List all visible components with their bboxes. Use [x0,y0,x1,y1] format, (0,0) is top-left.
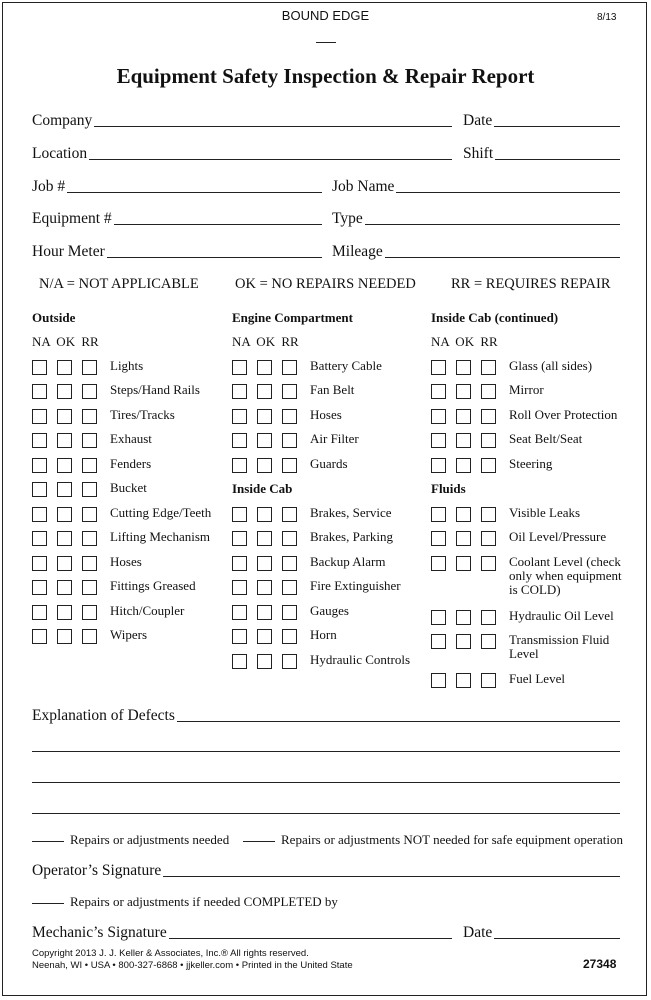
checklist-item-label: Visible Leaks [509,504,581,520]
na-checkbox[interactable] [32,482,47,497]
na-checkbox[interactable] [431,610,446,625]
checklist-item-label: Bucket [110,480,147,495]
checklist-row-gauges [232,604,432,629]
na-checkbox[interactable] [232,360,247,375]
explanation-label: Explanation of Defects [32,707,175,724]
job-name-line[interactable] [396,191,620,193]
hour-meter-label: Hour Meter [32,243,105,260]
checklist-item-label: Hydraulic Controls [310,651,411,667]
explanation-line-4[interactable] [32,813,620,814]
rr-checkbox[interactable] [282,531,297,546]
checklist-item-label: Fenders [110,455,152,471]
checklist-item-label: Fuel Level [509,671,565,686]
checklist-item-label: Seat Belt/Seat [509,431,583,446]
checklist-item-label: Exhaust [110,431,152,446]
hour-meter-field[interactable] [32,241,322,261]
type-line[interactable] [365,223,620,225]
ok-checkbox[interactable] [257,556,272,571]
checklist-row-hoses [232,408,432,433]
bound-edge-label: BOUND EDGE [281,8,370,23]
checklist-item-label: Brakes, Parking [310,529,394,544]
product-number: 27348 [583,957,617,971]
ok-checkbox[interactable] [257,384,272,399]
checklist-row-oil-level-pressure [431,530,626,555]
copyright-line: Copyright 2013 J. J. Keller & Associates, Inc.® All rights reserved. [32,948,309,959]
repairs-not-needed-label: Repairs or adjustments NOT needed for safe equipment operation [281,832,623,847]
checklist-row-air-filter [232,432,432,457]
engine-section [232,310,432,677]
location-label: Location [32,145,88,162]
inside-cab-continued-section [431,310,626,697]
rr-checkbox[interactable] [282,458,297,473]
repairs-not-needed-blank[interactable] [243,841,275,842]
rr-checkbox[interactable] [82,605,97,620]
fluids-heading: Fluids [431,481,466,496]
inside-cab-checklist [232,506,432,678]
legend-na: N/A = NOT APPLICABLE [39,276,199,292]
na-checkbox[interactable] [232,556,247,571]
rr-checkbox[interactable] [82,433,97,448]
na-checkbox[interactable] [431,409,446,424]
checklist-item-label: Oil Level/Pressure [509,529,607,544]
equipment-number-field[interactable] [32,208,322,228]
location-field[interactable] [32,143,452,163]
checklist-row-lifting-mechanism [32,530,232,555]
type-field[interactable] [332,208,620,228]
outside-heading: Outside [32,310,76,325]
na-checkbox[interactable] [32,360,47,375]
date-field[interactable] [463,110,620,130]
rr-checkbox[interactable] [481,409,496,424]
shift-line[interactable] [495,158,620,160]
ok-checkbox[interactable] [57,556,72,571]
rr-checkbox[interactable] [82,507,97,522]
checklist-row-coolant-level-check-only-when-equipment-is-cold [431,555,626,609]
mechanic-signature-line[interactable] [169,937,452,939]
checklist-row-steps-hand-rails [32,383,232,408]
job-name-field[interactable] [332,176,620,196]
checklist-row-glass-all-sides [431,359,626,384]
checklist-row-seat-belt-seat [431,432,626,457]
na-checkbox[interactable] [32,384,47,399]
legend-rr: RR = REQUIRES REPAIR [451,276,611,292]
date-line[interactable] [494,125,620,127]
mechanic-date-label: Date [463,924,493,941]
checklist-item-label: Backup Alarm [310,553,386,569]
shift-label: Shift [463,145,494,162]
ok-checkbox[interactable] [456,634,471,649]
rr-checkbox[interactable] [282,556,297,571]
rr-checkbox[interactable] [82,531,97,546]
rr-checkbox[interactable] [282,654,297,669]
explanation-line-2[interactable] [32,751,620,752]
bound-edge-mark [316,42,336,43]
ok-checkbox[interactable] [57,409,72,424]
checklist-row-fire-extinguisher [232,579,432,604]
job-number-line[interactable] [67,191,322,193]
repairs-not-needed-option[interactable] [243,832,623,848]
ok-checkbox[interactable] [257,458,272,473]
rr-checkbox[interactable] [481,458,496,473]
ok-checkbox[interactable] [57,531,72,546]
checklist-row-bucket [32,481,232,506]
ok-checkbox[interactable] [257,360,272,375]
na-checkbox[interactable] [431,507,446,522]
na-checkbox[interactable] [232,580,247,595]
rr-checkbox[interactable] [481,556,496,571]
ok-checkbox[interactable] [257,507,272,522]
checklist-item-label: Hydraulic Oil Level [509,607,614,623]
na-checkbox[interactable] [232,629,247,644]
na-checkbox[interactable] [232,605,247,620]
ok-checkbox[interactable] [456,384,471,399]
fluids-checklist [431,506,626,697]
na-checkbox[interactable] [232,531,247,546]
na-checkbox[interactable] [32,605,47,620]
outside-section [32,310,232,653]
checklist-row-guards [232,457,432,482]
explanation-line[interactable] [177,720,620,722]
rr-checkbox[interactable] [481,673,496,688]
na-checkbox[interactable] [32,629,47,644]
checklist-row-brakes-parking [232,530,432,555]
ok-checkbox[interactable] [57,360,72,375]
checklist-item-label: Roll Over Protection [509,406,618,422]
inside-cab-heading: Inside Cab [232,481,293,496]
type-label: Type [332,210,363,227]
na-checkbox[interactable] [232,433,247,448]
na-checkbox[interactable] [32,409,47,424]
mechanic-date-field[interactable] [463,922,620,942]
ok-checkbox[interactable] [57,580,72,595]
ok-checkbox[interactable] [57,384,72,399]
repairs-needed-blank[interactable] [32,841,64,842]
checklist-item-label: Lights [110,357,144,373]
rr-checkbox[interactable] [282,360,297,375]
engine-checklist [232,359,432,482]
checklist-item-label: Fire Extinguisher [310,578,401,593]
na-checkbox[interactable] [431,673,446,688]
checklist-row-tires-tracks [32,408,232,433]
shift-field[interactable] [463,143,620,163]
mileage-line[interactable] [385,256,620,258]
rr-checkbox[interactable] [82,409,97,424]
ok-checkbox[interactable] [57,482,72,497]
ok-checkbox[interactable] [257,433,272,448]
mechanic-signature-label: Mechanic’s Signature [32,924,167,941]
ok-checkbox[interactable] [456,458,471,473]
checklist-item-label: Fan Belt [310,382,355,397]
job-number-field[interactable] [32,176,322,196]
ok-checkbox[interactable] [57,458,72,473]
operator-signature-line[interactable] [163,875,620,877]
mechanic-signature-field[interactable] [32,922,452,942]
checklist-row-backup-alarm [232,555,432,580]
outside-column-labels: NA OK RR [32,334,99,349]
inside-cab-continued-checklist [431,359,626,482]
checklist-item-label: Air Filter [310,431,359,446]
rr-checkbox[interactable] [282,409,297,424]
na-checkbox[interactable] [232,507,247,522]
checklist-row-battery-cable [232,359,432,384]
rr-checkbox[interactable] [282,433,297,448]
ok-checkbox[interactable] [57,629,72,644]
date-label: Date [463,112,493,129]
checklist-row-roll-over-protection [431,408,626,433]
rr-checkbox[interactable] [481,433,496,448]
rr-checkbox[interactable] [282,629,297,644]
checklist-item-label: Gauges [310,602,349,618]
rr-checkbox[interactable] [82,384,97,399]
rr-checkbox[interactable] [282,580,297,595]
checklist-item-label: Hoses [310,406,342,422]
engine-column-labels: NA OK RR [232,334,299,349]
ok-checkbox[interactable] [456,610,471,625]
company-line[interactable] [94,125,452,127]
form-code: 8/13 [597,12,617,23]
checklist-row-steering [431,457,626,482]
checklist-item-label: Horn [310,627,337,642]
ok-checkbox[interactable] [257,531,272,546]
na-checkbox[interactable] [232,384,247,399]
checklist-row-lights [32,359,232,384]
rr-checkbox[interactable] [481,507,496,522]
checklist-row-visible-leaks [431,506,626,531]
ok-checkbox[interactable] [57,433,72,448]
checklist-row-horn [232,628,432,653]
na-checkbox[interactable] [431,531,446,546]
checklist-row-fuel-level [431,672,626,697]
ok-checkbox[interactable] [456,531,471,546]
checklist-row-hydraulic-controls [232,653,432,678]
checklist-item-label: Cutting Edge/Teeth [110,504,212,520]
checklist-item-label: Hoses [110,553,142,569]
inside-cab-continued-column-labels: NA OK RR [431,334,498,349]
page-title: Equipment Safety Inspection & Repair Report [116,64,535,88]
checklist-row-exhaust [32,432,232,457]
engine-heading: Engine Compartment [232,310,353,325]
mechanic-date-line[interactable] [494,937,620,939]
rr-checkbox[interactable] [82,458,97,473]
rr-checkbox[interactable] [82,360,97,375]
repairs-needed-label: Repairs or adjustments needed [70,832,230,847]
rr-checkbox[interactable] [282,605,297,620]
explanation-line-3[interactable] [32,782,620,783]
rr-checkbox[interactable] [481,634,496,649]
operator-signature-field[interactable] [32,860,620,880]
rr-checkbox[interactable] [282,384,297,399]
checklist-row-fittings-greased [32,579,232,604]
mileage-field[interactable] [332,241,620,261]
location-line[interactable] [89,158,452,160]
job-name-label: Job Name [332,178,395,195]
ok-checkbox[interactable] [456,507,471,522]
repairs-needed-option[interactable] [32,832,229,848]
ok-checkbox[interactable] [456,556,471,571]
outside-checklist [32,359,232,653]
ok-checkbox[interactable] [456,409,471,424]
rr-checkbox[interactable] [82,580,97,595]
checklist-item-label: Hitch/Coupler [110,602,185,618]
checklist-item-label: Fittings Greased [110,578,196,593]
rr-checkbox[interactable] [282,507,297,522]
na-checkbox[interactable] [32,433,47,448]
na-checkbox[interactable] [431,433,446,448]
rr-checkbox[interactable] [82,482,97,497]
checklist-item-label: Wipers [110,627,148,642]
explanation-field[interactable] [32,705,620,725]
address-line: Neenah, WI • USA • 800-327-6868 • jjkeller.com • Printed in the United State [32,960,353,971]
checklist-row-transmission-fluid-level [431,633,626,672]
checklist-row-hydraulic-oil-level [431,609,626,634]
checklist-row-mirror [431,383,626,408]
na-checkbox[interactable] [32,556,47,571]
ok-checkbox[interactable] [456,433,471,448]
na-checkbox[interactable] [232,458,247,473]
na-checkbox[interactable] [32,580,47,595]
ok-checkbox[interactable] [57,507,72,522]
na-checkbox[interactable] [431,384,446,399]
checklist-item-label: Tires/Tracks [110,406,175,422]
rr-checkbox[interactable] [481,360,496,375]
repairs-completed-blank[interactable] [32,903,64,904]
repairs-completed-option[interactable] [32,894,338,910]
repairs-completed-label: Repairs or adjustments if needed COMPLETED by [70,894,338,909]
mileage-label: Mileage [332,243,383,260]
ok-checkbox[interactable] [456,360,471,375]
ok-checkbox[interactable] [257,629,272,644]
rr-checkbox[interactable] [481,610,496,625]
ok-checkbox[interactable] [257,580,272,595]
checklist-row-fan-belt [232,383,432,408]
checklist-item-label: Mirror [509,382,544,397]
checklist-row-hoses [32,555,232,580]
na-checkbox[interactable] [32,507,47,522]
ok-checkbox[interactable] [456,673,471,688]
checklist-item-label: Guards [310,455,348,471]
rr-checkbox[interactable] [481,531,496,546]
operator-signature-label: Operator’s Signature [32,862,162,879]
job-number-label: Job # [32,178,66,195]
equipment-number-label: Equipment # [32,210,112,227]
checklist-item-label: Steering [509,455,553,471]
checklist-item-label: Coolant Level (check only when equipment is COLD) [509,553,622,597]
na-checkbox[interactable] [232,409,247,424]
checklist-item-label: Brakes, Service [310,504,392,520]
company-field[interactable] [32,110,452,130]
checklist-item-label: Glass (all sides) [509,357,593,373]
ok-checkbox[interactable] [57,605,72,620]
inside-cab-continued-heading: Inside Cab (continued) [431,310,559,325]
checklist-item-label: Steps/Hand Rails [110,382,200,397]
na-checkbox[interactable] [431,360,446,375]
ok-checkbox[interactable] [257,605,272,620]
checklist-row-hitch-coupler [32,604,232,629]
equipment-number-line[interactable] [114,223,322,225]
na-checkbox[interactable] [431,634,446,649]
na-checkbox[interactable] [431,556,446,571]
copyright-notice [32,948,353,972]
checklist-row-brakes-service [232,506,432,531]
checklist-item-label: Transmission Fluid Level [509,632,610,661]
legend-ok: OK = NO REPAIRS NEEDED [235,276,416,292]
na-checkbox[interactable] [431,458,446,473]
checklist-row-wipers [32,628,232,653]
na-checkbox[interactable] [232,654,247,669]
ok-checkbox[interactable] [257,654,272,669]
checklist-row-fenders [32,457,232,482]
ok-checkbox[interactable] [257,409,272,424]
company-label: Company [32,112,93,129]
na-checkbox[interactable] [32,458,47,473]
rr-checkbox[interactable] [82,556,97,571]
rr-checkbox[interactable] [481,384,496,399]
checklist-row-cutting-edge-teeth [32,506,232,531]
rr-checkbox[interactable] [82,629,97,644]
hour-meter-line[interactable] [107,256,322,258]
checklist-item-label: Battery Cable [310,357,382,373]
na-checkbox[interactable] [32,531,47,546]
checklist-item-label: Lifting Mechanism [110,529,211,544]
